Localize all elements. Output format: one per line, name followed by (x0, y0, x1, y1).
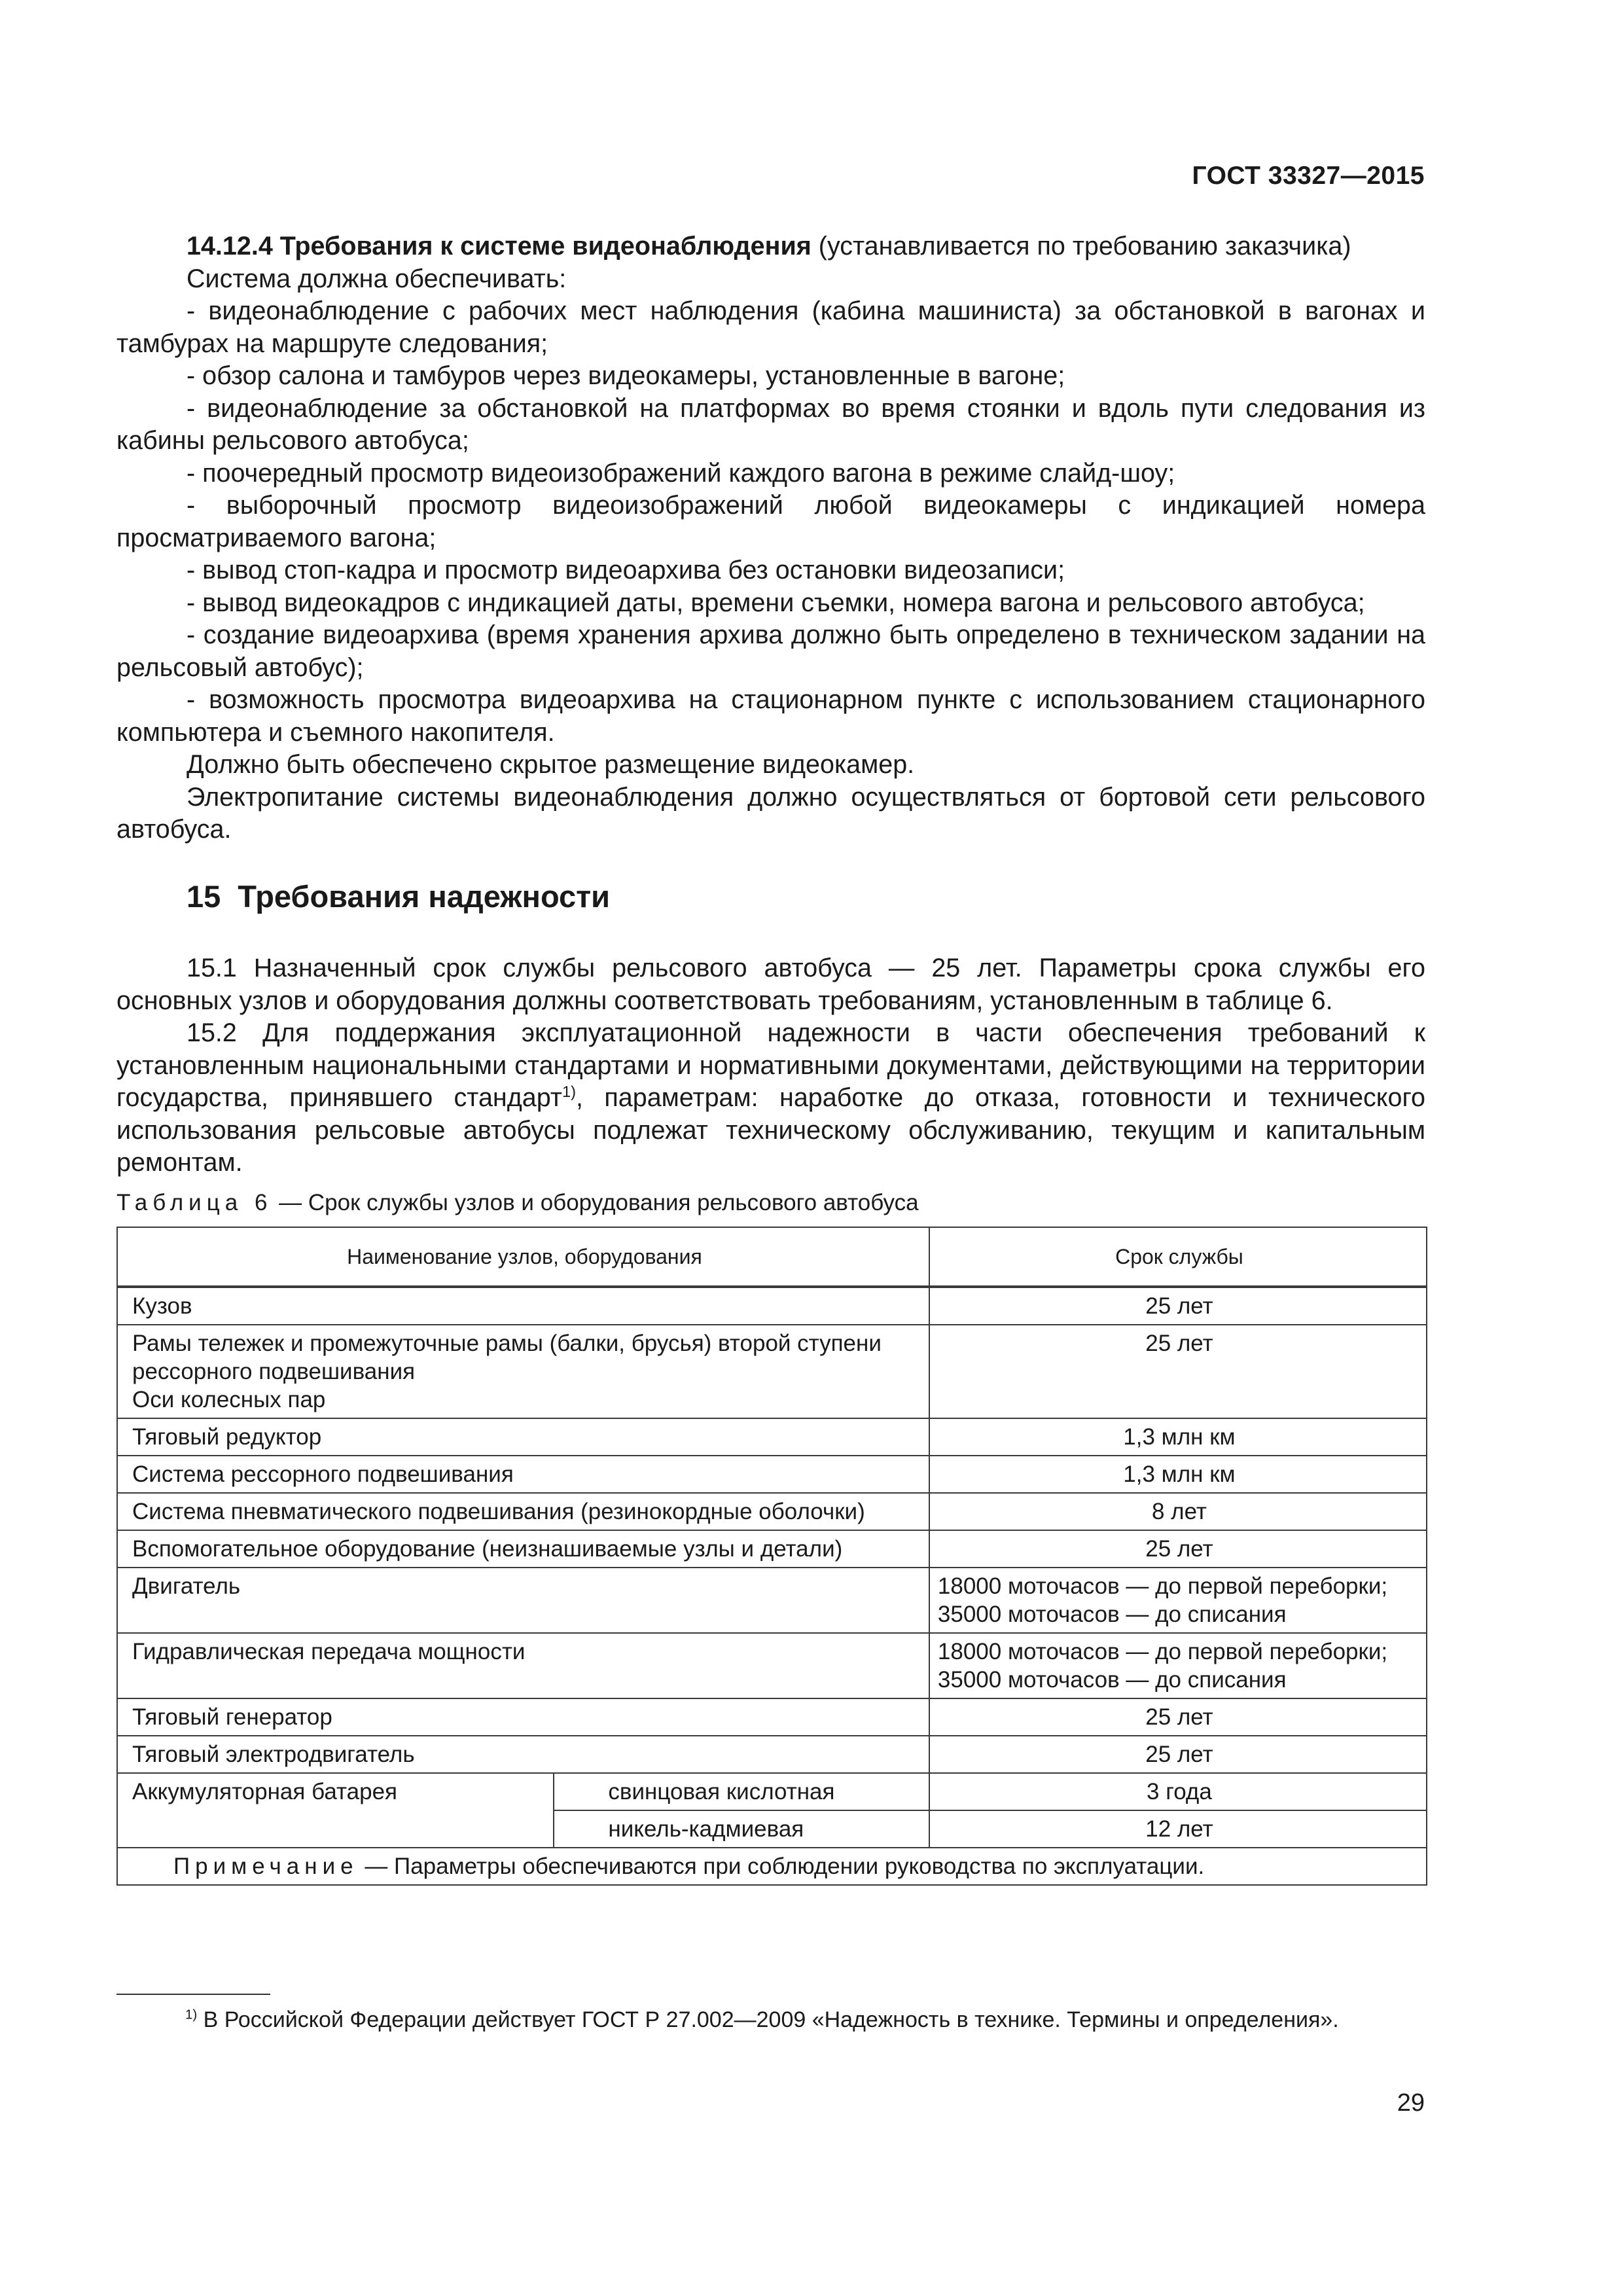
cell-life: 12 лет (929, 1810, 1427, 1848)
cell-life (929, 1633, 1427, 1698)
footnote-ref[interactable]: 1) (562, 1083, 577, 1101)
cell-name: Тяговый электродвигатель (117, 1736, 929, 1773)
cell-name: Система рессорного подвешивания (117, 1456, 929, 1493)
column-header-life: Срок службы (929, 1227, 1427, 1287)
cell-name: Двигатель (117, 1568, 929, 1633)
cell-life (929, 1568, 1427, 1633)
cell-name: Тяговый редуктор (117, 1418, 929, 1456)
footnote-divider (116, 1994, 270, 1995)
cell-life: 25 лет (929, 1287, 1427, 1325)
list-item: - видеонаблюдение за обстановкой на платформах во время стоянки и вдоль пути следования из кабины рельсового автобуса; (116, 393, 1425, 455)
cell-battery-type: никель-кадмиевая (554, 1810, 929, 1848)
note-text: — Параметры обеспечиваются при соблюдении руководства по эксплуатации. (358, 1854, 1205, 1879)
cell-life-line: 35000 моточасов — до списания (937, 1602, 1287, 1627)
service-life-table (116, 1227, 1427, 1886)
table-header-row (117, 1227, 1427, 1287)
table-row (117, 1493, 1427, 1530)
cell-life: 25 лет (929, 1530, 1427, 1568)
list-item: - выборочный просмотр видеоизображений любой видеокамеры с индикацией номера просматриваемого вагона; (116, 491, 1425, 552)
table-row (117, 1698, 1427, 1736)
cell-name: Тяговый генератор (117, 1698, 929, 1736)
list-item: - вывод стоп-кадра и просмотр видеоархива без остановки видеозаписи; (187, 556, 1065, 584)
list-item: - поочередный просмотр видеоизображений каждого вагона в режиме слайд-шоу; (187, 458, 1175, 488)
table-row (117, 1325, 1427, 1418)
section-title: Требования надежности (238, 879, 611, 914)
paragraph-15-1: 15.1 Назначенный срок службы рельсового автобуса — 25 лет. Параметры срока службы его основных узлов и оборудования должны соответствовать требованиям, установленным в таблице 6. (116, 954, 1425, 1015)
cell-name: Кузов (117, 1287, 929, 1325)
page-number: 29 (1397, 2089, 1425, 2117)
list-item: - возможность просмотра видеоархива на стационарном пункте с использованием стационарного компьютера и съемного накопителя. (116, 685, 1425, 747)
subsection-lead (116, 230, 1425, 263)
subsection-title: 14.12.4 Требования к системе видеонаблюдения (187, 232, 812, 260)
footnote (116, 2005, 1427, 2036)
cell-life: 8 лет (929, 1493, 1427, 1530)
section-14-12-4 (116, 230, 1425, 846)
cell-life-line: 18000 моточасов — до первой переборки; (937, 1573, 1388, 1599)
table-row (117, 1633, 1427, 1698)
table-note (117, 1848, 1427, 1885)
table-caption (116, 1190, 919, 1216)
subsection-lead-rest: (устанавливается по требованию заказчика) (811, 232, 1351, 260)
section-15-heading (187, 878, 610, 914)
table-row (117, 1456, 1427, 1493)
paragraph-hidden-cameras: Должно быть обеспечено скрытое размещение видеокамер. (187, 750, 915, 779)
cell-name-line: Оси колесных пар (132, 1387, 326, 1412)
table-row (117, 1736, 1427, 1773)
cell-name: Гидравлическая передача мощности (117, 1633, 929, 1698)
note-label: Примечание (173, 1854, 359, 1879)
cell-life: 25 лет (929, 1698, 1427, 1736)
cell-life: 1,3 млн км (929, 1456, 1427, 1493)
cell-life-line: 35000 моточасов — до списания (937, 1667, 1287, 1693)
cell-life: 25 лет (929, 1325, 1427, 1418)
cell-life: 25 лет (929, 1736, 1427, 1773)
paragraph-15-2-text-end: , параметрам: наработке до отказа, готовности и технического использования рельсовые автобусы подлежат техническому обслуживанию, текущим и капитальным ремонтам. (116, 1083, 1425, 1177)
table-row (117, 1568, 1427, 1633)
footnote-marker: 1) (185, 2007, 198, 2022)
table-row (117, 1287, 1427, 1325)
cell-life-line: 18000 моточасов — до первой переборки; (937, 1639, 1388, 1664)
table-row (117, 1530, 1427, 1568)
paragraph-power-supply: Электропитание системы видеонаблюдения должно осуществляться от бортовой сети рельсового автобуса. (116, 782, 1425, 844)
table-row (117, 1773, 1427, 1810)
section-number: 15 (187, 879, 221, 914)
list-item: - вывод видеокадров с индикацией даты, времени съемки, номера вагона и рельсового автобуса; (187, 588, 1365, 617)
section-15-body (116, 952, 1425, 1179)
cell-life: 1,3 млн км (929, 1418, 1427, 1456)
cell-life: 3 года (929, 1773, 1427, 1810)
list-item: - видеонаблюдение с рабочих мест наблюдения (кабина машиниста) за обстановкой в вагонах и тамбурах на маршруте следования; (116, 296, 1425, 358)
cell-name: Система пневматического подвешивания (резинокордные оболочки) (117, 1493, 929, 1530)
cell-battery-type: свинцовая кислотная (554, 1773, 929, 1810)
paragraph-15-2 (116, 1017, 1425, 1179)
list-item: - создание видеоархива (время хранения архива должно быть определено в техническом задании на рельсовый автобус); (116, 620, 1425, 682)
cell-name: Аккумуляторная батарея (117, 1773, 554, 1848)
list-item: - обзор салона и тамбуров через видеокамеры, установленные в вагоне; (187, 361, 1065, 390)
paragraph-15-2-text: 15.2 Для поддержания эксплуатационной надежности в части обеспечения требований к установленным национальными стандартами и нормативными документами, действующими на территории государства, принявшего стандарт (116, 1018, 1425, 1112)
footnote-text: В Российской Федерации действует ГОСТ Р 27.002—2009 «Надежность в технике. Термины и определения». (197, 2007, 1339, 2032)
table-caption-text: — Срок службы узлов и оборудования рельсового автобуса (272, 1190, 919, 1215)
document-number-header: ГОСТ 33327—2015 (1192, 162, 1425, 190)
intro-line: Система должна обеспечивать: (187, 264, 567, 293)
cell-name: Вспомогательное оборудование (неизнашиваемые узлы и детали) (117, 1530, 929, 1568)
table-row (117, 1418, 1427, 1456)
table-note-row (117, 1848, 1427, 1885)
cell-name (117, 1325, 929, 1418)
column-header-name: Наименование узлов, оборудования (117, 1227, 929, 1287)
table-caption-label: Таблица 6 (116, 1190, 273, 1215)
cell-name-line: Рамы тележек и промежуточные рамы (балки, брусья) второй ступени рессорного подвешивания (132, 1331, 882, 1384)
